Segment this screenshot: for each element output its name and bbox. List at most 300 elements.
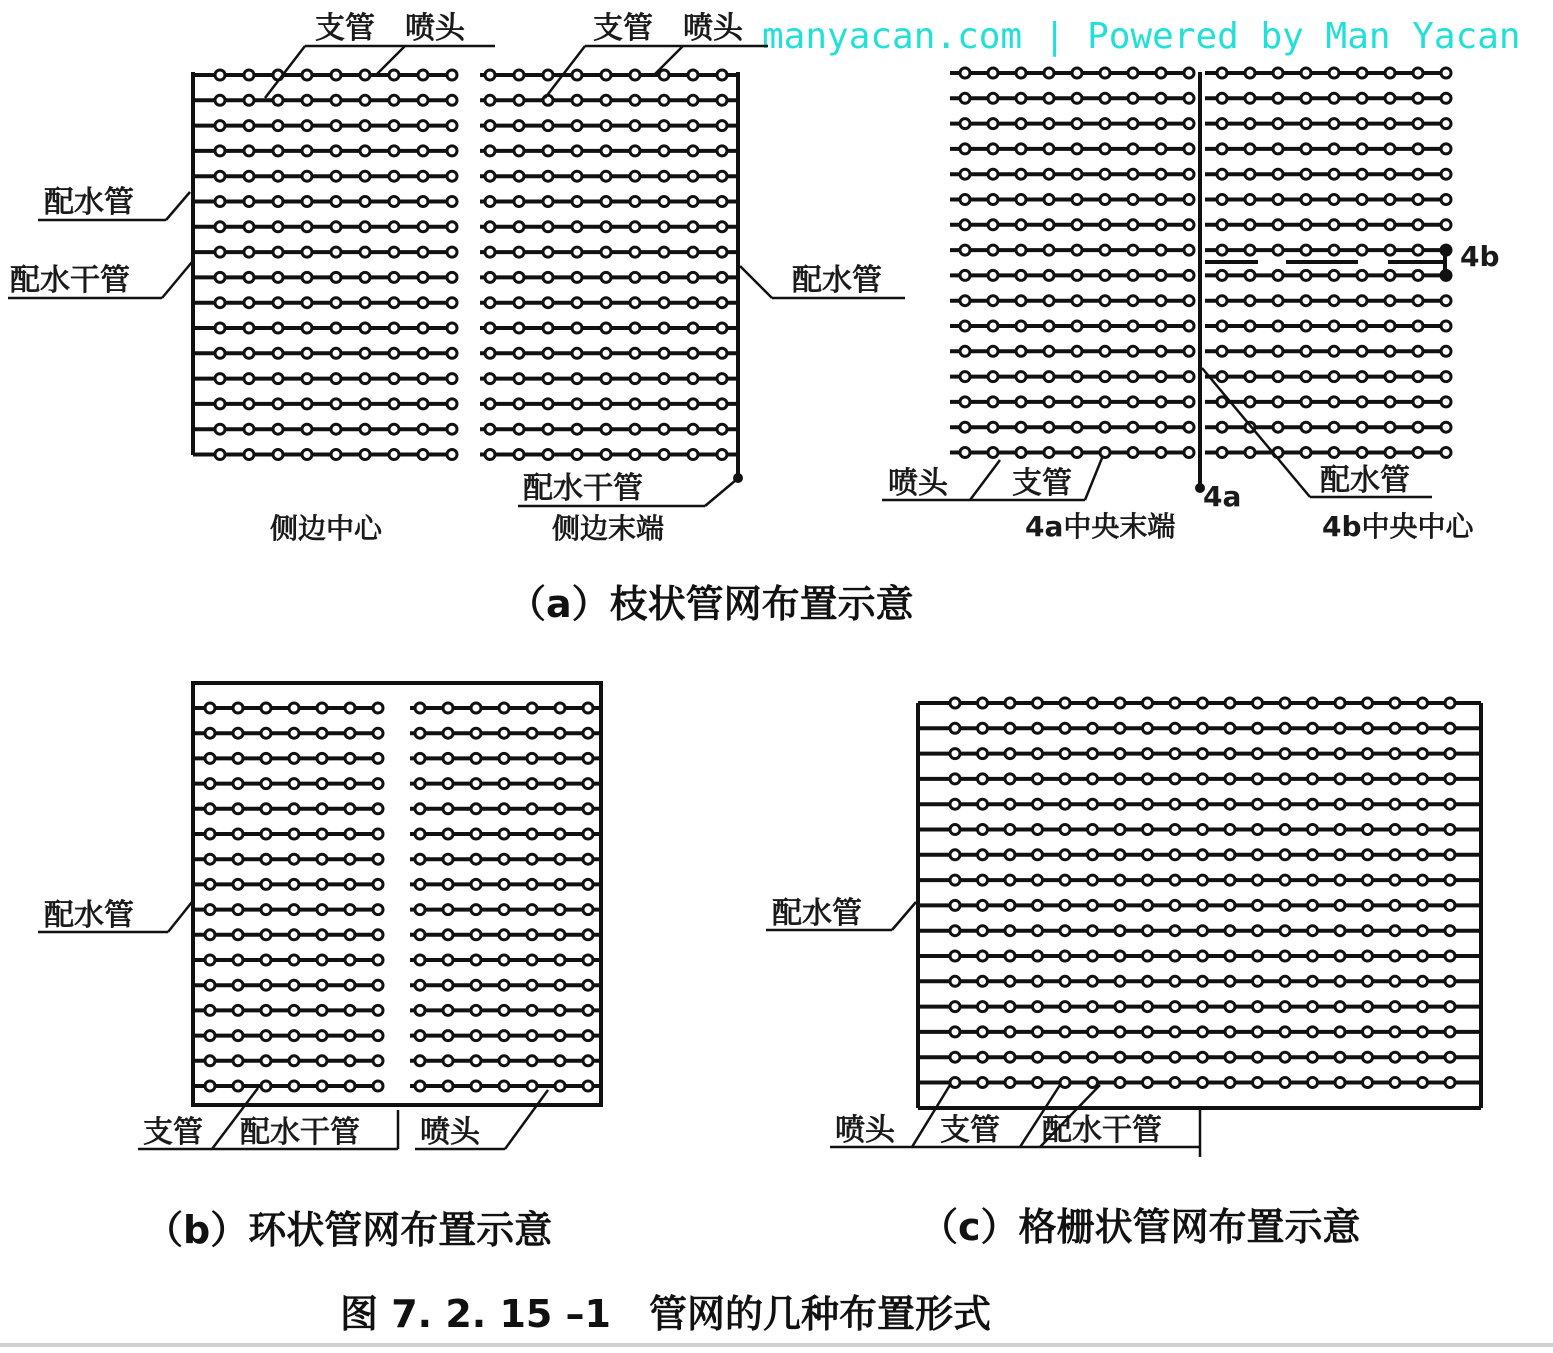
sprinkler-nozzle [485, 121, 495, 131]
sprinkler-nozzle [499, 728, 509, 738]
sprinkler-nozzle [1115, 900, 1125, 910]
sprinkler-nozzle [205, 804, 215, 814]
sprinkler-nozzle [1156, 169, 1166, 179]
sprinkler-nozzle [1072, 372, 1082, 382]
sprinkler-nozzle [1413, 245, 1423, 255]
sprinkler-nozzle [688, 121, 698, 131]
sprinkler-nozzle [1301, 93, 1311, 103]
sprinkler-nozzle [1156, 372, 1166, 382]
sprinkler-nozzle [988, 220, 998, 230]
sprinkler-nozzle [443, 1056, 453, 1066]
sprinkler-nozzle [1184, 372, 1194, 382]
sprinkler-nozzle [950, 900, 960, 910]
sprinkler-nozzle [630, 222, 640, 232]
sprinkler-nozzle [960, 195, 970, 205]
sprinkler-nozzle [1445, 1027, 1455, 1037]
sprinkler-nozzle [1441, 372, 1451, 382]
sprinkler-nozzle [1100, 346, 1110, 356]
sprinkler-nozzle [1245, 397, 1255, 407]
sprinkler-nozzle [1217, 346, 1227, 356]
sprinkler-nozzle [1301, 144, 1311, 154]
sprinkler-nozzle [1033, 1027, 1043, 1037]
sprinkler-nozzle [1072, 321, 1082, 331]
sprinkler-nozzle [331, 348, 341, 358]
sprinkler-nozzle [1156, 422, 1166, 432]
sprinkler-nozzle [302, 450, 312, 460]
sprinkler-nozzle [1198, 976, 1208, 986]
sprinkler-nozzle [261, 829, 271, 839]
sprinkler-nozzle [1413, 296, 1423, 306]
sprinkler-nozzle [415, 728, 425, 738]
sprinkler-nozzle [471, 728, 481, 738]
sprinkler-nozzle [527, 879, 537, 889]
sprinkler-nozzle [572, 146, 582, 156]
sprinkler-nozzle [1016, 346, 1026, 356]
label-branch-c: 支管 [940, 1113, 1000, 1148]
label-nozzle-c: 喷头 [835, 1113, 895, 1148]
panel-b-loop-layout [193, 683, 601, 1105]
sprinkler-nozzle [1100, 372, 1110, 382]
sprinkler-nozzle [1005, 1027, 1015, 1037]
sprinkler-nozzle [1184, 68, 1194, 78]
sprinkler-nozzle [1170, 926, 1180, 936]
sprinkler-nozzle [630, 197, 640, 207]
label-branch-a-left: 支管 [315, 11, 375, 46]
sprinkler-nozzle [1357, 119, 1367, 129]
sprinkler-nozzle [1060, 698, 1070, 708]
sprinkler-nozzle [447, 95, 457, 105]
sprinkler-nozzle [1245, 346, 1255, 356]
sprinkler-nozzle [1363, 723, 1373, 733]
sprinkler-nozzle [1418, 749, 1428, 759]
sprinkler-nozzle [205, 980, 215, 990]
sprinkler-nozzle [1143, 723, 1153, 733]
sprinkler-nozzle [1088, 1027, 1098, 1037]
sprinkler-nozzle [443, 779, 453, 789]
sprinkler-nozzle [555, 955, 565, 965]
sprinkler-nozzle [1156, 296, 1166, 306]
sprinkler-nozzle [1184, 195, 1194, 205]
sprinkler-nozzle [389, 70, 399, 80]
sprinkler-nozzle [1363, 749, 1373, 759]
sprinkler-nozzle [1100, 93, 1110, 103]
sprinkler-nozzle [233, 829, 243, 839]
sprinkler-nozzle [1385, 321, 1395, 331]
sprinkler-nozzle [1329, 245, 1339, 255]
sprinkler-nozzle [1445, 875, 1455, 885]
sprinkler-nozzle [302, 222, 312, 232]
sprinkler-nozzle [1072, 68, 1082, 78]
caption-panel-b: （b）环状管网布置示意 [145, 1208, 553, 1252]
sprinkler-nozzle [1357, 321, 1367, 331]
sprinkler-nozzle [1005, 850, 1015, 860]
sprinkler-nozzle [1363, 799, 1373, 809]
sprinkler-nozzle [1060, 1078, 1070, 1088]
sprinkler-nozzle [1357, 220, 1367, 230]
sprinkler-nozzle [555, 930, 565, 940]
sprinkler-nozzle [1301, 397, 1311, 407]
sprinkler-nozzle [1445, 1002, 1455, 1012]
sprinkler-nozzle [659, 222, 669, 232]
sprinkler-nozzle [1217, 270, 1227, 280]
sprinkler-nozzle [543, 121, 553, 131]
sprinkler-nozzle [1245, 169, 1255, 179]
sprinkler-nozzle [1253, 825, 1263, 835]
sprinkler-nozzle [514, 450, 524, 460]
sprinkler-nozzle [471, 879, 481, 889]
sprinkler-nozzle [1115, 875, 1125, 885]
sprinkler-nozzle [1335, 1002, 1345, 1012]
sprinkler-nozzle [1100, 270, 1110, 280]
sprinkler-nozzle [988, 422, 998, 432]
sprinkler-nozzle [1184, 144, 1194, 154]
sprinkler-nozzle [1413, 220, 1423, 230]
sprinkler-nozzle [1198, 774, 1208, 784]
sprinkler-nozzle [1413, 448, 1423, 458]
sprinkler-nozzle [1445, 850, 1455, 860]
sprinkler-nozzle [950, 850, 960, 860]
sprinkler-nozzle [302, 70, 312, 80]
sprinkler-nozzle [261, 728, 271, 738]
sprinkler-nozzle [1217, 220, 1227, 230]
sprinkler-nozzle [1156, 270, 1166, 280]
sprinkler-nozzle [373, 879, 383, 889]
sprinkler-nozzle [1390, 749, 1400, 759]
sprinkler-nozzle [273, 95, 283, 105]
sprinkler-nozzle [978, 926, 988, 936]
sprinkler-nozzle [1445, 825, 1455, 835]
sprinkler-nozzle [273, 348, 283, 358]
sprinkler-nozzle [1225, 799, 1235, 809]
sprinkler-nozzle [499, 1081, 509, 1091]
sprinkler-nozzle [418, 323, 428, 333]
sprinkler-nozzle [1033, 774, 1043, 784]
sprinkler-nozzle [1390, 698, 1400, 708]
sprinkler-nozzle [717, 450, 727, 460]
sprinkler-nozzle [1253, 900, 1263, 910]
sprinkler-nozzle [418, 348, 428, 358]
sprinkler-nozzle [215, 121, 225, 131]
sprinkler-nozzle [317, 1081, 327, 1091]
sprinkler-nozzle [360, 323, 370, 333]
sprinkler-nozzle [688, 197, 698, 207]
sprinkler-nozzle [415, 854, 425, 864]
sprinkler-nozzle [244, 348, 254, 358]
sprinkler-nozzle [1308, 698, 1318, 708]
sprinkler-nozzle [1128, 245, 1138, 255]
sprinkler-nozzle [1170, 850, 1180, 860]
sprinkler-nozzle [988, 448, 998, 458]
sprinkler-nozzle [1390, 799, 1400, 809]
sprinkler-nozzle [1335, 698, 1345, 708]
sprinkler-nozzle [447, 374, 457, 384]
sprinkler-nozzle [1280, 875, 1290, 885]
sprinkler-nozzle [443, 879, 453, 889]
sprinkler-nozzle [1363, 850, 1373, 860]
sprinkler-nozzle [261, 1056, 271, 1066]
sprinkler-nozzle [1143, 774, 1153, 784]
sprinkler-nozzle [244, 450, 254, 460]
sprinkler-nozzle [601, 171, 611, 181]
sprinkler-nozzle [1128, 220, 1138, 230]
sprinkler-nozzle [1445, 774, 1455, 784]
sprinkler-nozzle [1363, 1052, 1373, 1062]
sprinkler-nozzle [1385, 93, 1395, 103]
sprinkler-nozzle [1156, 195, 1166, 205]
sprinkler-nozzle [373, 703, 383, 713]
sprinkler-nozzle [688, 146, 698, 156]
sprinkler-nozzle [273, 247, 283, 257]
sprinkler-nozzle [215, 348, 225, 358]
sprinkler-nozzle [1184, 448, 1194, 458]
sprinkler-nozzle [1060, 951, 1070, 961]
sprinkler-nozzle [688, 374, 698, 384]
sprinkler-nozzle [1072, 448, 1082, 458]
sprinkler-nozzle [543, 247, 553, 257]
sprinkler-nozzle [1128, 144, 1138, 154]
sprinkler-nozzle [527, 728, 537, 738]
sprinkler-nozzle [555, 753, 565, 763]
sprinkler-nozzle [601, 323, 611, 333]
leader-main-a-right [705, 480, 736, 506]
sprinkler-nozzle [215, 70, 225, 80]
sprinkler-nozzle [1441, 144, 1451, 154]
sprinkler-nozzle [360, 374, 370, 384]
sprinkler-nozzle [717, 95, 727, 105]
sprinkler-nozzle [1273, 346, 1283, 356]
sprinkler-nozzle [499, 753, 509, 763]
sprinkler-nozzle [1273, 422, 1283, 432]
sprinkler-nozzle [485, 374, 495, 384]
sprinkler-nozzle [1143, 900, 1153, 910]
sprinkler-nozzle [1060, 749, 1070, 759]
sprinkler-nozzle [1184, 270, 1194, 280]
sprinkler-nozzle [1170, 976, 1180, 986]
sprinkler-nozzle [583, 804, 593, 814]
sprinkler-nozzle [415, 980, 425, 990]
sprinkler-nozzle [1088, 850, 1098, 860]
panel-a-center-labels [882, 240, 1500, 543]
sprinkler-nozzle [1100, 119, 1110, 129]
sprinkler-nozzle [1335, 723, 1345, 733]
sprinkler-nozzle [1115, 1078, 1125, 1088]
sprinkler-nozzle [572, 348, 582, 358]
sprinkler-nozzle [345, 728, 355, 738]
sprinkler-nozzle [1445, 976, 1455, 986]
sprinkler-nozzle [215, 399, 225, 409]
sprinkler-nozzle [1184, 296, 1194, 306]
sprinkler-nozzle [1329, 321, 1339, 331]
sprinkler-nozzle [1128, 296, 1138, 306]
sprinkler-nozzle [1280, 774, 1290, 784]
sprinkler-nozzle [1060, 1052, 1070, 1062]
sprinkler-nozzle [373, 1081, 383, 1091]
sprinkler-nozzle [1100, 245, 1110, 255]
sprinkler-nozzle [1143, 749, 1153, 759]
sprinkler-nozzle [360, 222, 370, 232]
sprinkler-nozzle [360, 348, 370, 358]
sprinkler-nozzle [331, 171, 341, 181]
sprinkler-nozzle [1044, 245, 1054, 255]
sprinkler-nozzle [443, 1081, 453, 1091]
sprinkler-nozzle [630, 95, 640, 105]
sprinkler-nozzle [233, 1081, 243, 1091]
sprinkler-nozzle [415, 955, 425, 965]
sprinkler-nozzle [1128, 346, 1138, 356]
sprinkler-nozzle [1156, 448, 1166, 458]
sprinkler-nozzle [950, 723, 960, 733]
sprinkler-nozzle [244, 323, 254, 333]
sprinkler-nozzle [1198, 900, 1208, 910]
sprinkler-nozzle [1156, 68, 1166, 78]
label-distribution-a-right: 配水管 [792, 263, 882, 298]
sprinkler-nozzle [244, 298, 254, 308]
sprinkler-nozzle [1005, 900, 1015, 910]
sprinkler-nozzle [244, 272, 254, 282]
sprinkler-nozzle [583, 753, 593, 763]
sprinkler-nozzle [659, 450, 669, 460]
sprinkler-nozzle [1016, 169, 1026, 179]
sprinkler-nozzle [1363, 976, 1373, 986]
sprinkler-nozzle [572, 247, 582, 257]
sprinkler-nozzle [499, 930, 509, 940]
sprinkler-nozzle [1033, 850, 1043, 860]
sprinkler-nozzle [1088, 799, 1098, 809]
sprinkler-nozzle [1170, 723, 1180, 733]
sprinkler-nozzle [273, 450, 283, 460]
sprinkler-nozzle [1100, 68, 1110, 78]
sprinkler-nozzle [1184, 169, 1194, 179]
sprinkler-nozzle [1329, 169, 1339, 179]
sprinkler-nozzle [555, 879, 565, 889]
sprinkler-nozzle [302, 399, 312, 409]
sprinkler-nozzle [555, 779, 565, 789]
sprinkler-nozzle [1016, 296, 1026, 306]
sprinkler-nozzle [543, 424, 553, 434]
sprinkler-nozzle [1253, 698, 1263, 708]
sprinkler-nozzle [1225, 1078, 1235, 1088]
sprinkler-nozzle [514, 146, 524, 156]
sprinkler-nozzle [527, 829, 537, 839]
sprinkler-nozzle [717, 197, 727, 207]
sprinkler-nozzle [1198, 1078, 1208, 1088]
sprinkler-nozzle [1170, 1078, 1180, 1088]
sprinkler-nozzle [1301, 119, 1311, 129]
sprinkler-nozzle [317, 980, 327, 990]
sprinkler-nozzle [688, 424, 698, 434]
sprinkler-nozzle [1044, 270, 1054, 280]
sprinkler-nozzle [1033, 749, 1043, 759]
sprinkler-nozzle [1363, 1002, 1373, 1012]
sprinkler-nozzle [389, 222, 399, 232]
sprinkler-nozzle [978, 1027, 988, 1037]
sprinkler-nozzle [1060, 825, 1070, 835]
sprinkler-nozzle [1253, 749, 1263, 759]
sprinkler-nozzle [1225, 875, 1235, 885]
sprinkler-nozzle [1217, 397, 1227, 407]
label-main-a-right: 配水干管 [523, 471, 643, 506]
sprinkler-nozzle [1357, 93, 1367, 103]
sprinkler-nozzle [1198, 749, 1208, 759]
sprinkler-nozzle [1198, 723, 1208, 733]
sprinkler-nozzle [1225, 825, 1235, 835]
sprinkler-nozzle [1441, 119, 1451, 129]
sprinkler-nozzle [1418, 926, 1428, 936]
sprinkler-nozzle [1115, 1002, 1125, 1012]
sprinkler-nozzle [1253, 1078, 1263, 1088]
caption-panel-a: （a）枝状管网布置示意 [508, 582, 914, 626]
sprinkler-nozzle [1335, 926, 1345, 936]
sprinkler-nozzle [1044, 169, 1054, 179]
sprinkler-nozzle [1016, 68, 1026, 78]
sprinkler-nozzle [1385, 220, 1395, 230]
sprinkler-nozzle [447, 146, 457, 156]
sprinkler-nozzle [205, 753, 215, 763]
sprinkler-nozzle [1088, 698, 1098, 708]
sprinkler-nozzle [471, 1031, 481, 1041]
sprinkler-nozzle [1385, 195, 1395, 205]
sprinkler-nozzle [205, 779, 215, 789]
sprinkler-nozzle [1280, 951, 1290, 961]
sprinkler-nozzle [261, 854, 271, 864]
sprinkler-nozzle [1128, 372, 1138, 382]
label-nozzle-a-center: 喷头 [888, 466, 948, 501]
sprinkler-nozzle [1335, 850, 1345, 860]
marker-4b-dot-top [1440, 245, 1450, 255]
label-branch-b: 支管 [143, 1115, 203, 1150]
sprinkler-nozzle [289, 728, 299, 738]
sprinkler-nozzle [960, 372, 970, 382]
sprinkler-nozzle [289, 1081, 299, 1091]
sprinkler-nozzle [302, 298, 312, 308]
sprinkler-nozzle [1072, 119, 1082, 129]
sprinkler-nozzle [1128, 448, 1138, 458]
sprinkler-nozzle [1385, 346, 1395, 356]
sprinkler-nozzle [1016, 245, 1026, 255]
sprinkler-nozzle [1217, 422, 1227, 432]
sprinkler-nozzle [1016, 220, 1026, 230]
sprinkler-nozzle [1308, 951, 1318, 961]
sprinkler-nozzle [1044, 119, 1054, 129]
sprinkler-nozzle [289, 930, 299, 940]
sprinkler-nozzle [527, 905, 537, 915]
sprinkler-nozzle [1005, 1002, 1015, 1012]
sprinkler-nozzle [1357, 68, 1367, 78]
sprinkler-nozzle [499, 804, 509, 814]
sprinkler-nozzle [1088, 875, 1098, 885]
sprinkler-nozzle [543, 70, 553, 80]
sprinkler-nozzle [302, 121, 312, 131]
sprinkler-nozzle [233, 980, 243, 990]
sprinkler-nozzle [717, 323, 727, 333]
sprinkler-nozzle [317, 703, 327, 713]
sprinkler-nozzle [1357, 397, 1367, 407]
sprinkler-nozzle [331, 197, 341, 207]
sprinkler-nozzle [1170, 749, 1180, 759]
sprinkler-nozzle [1128, 397, 1138, 407]
sprinkler-nozzle [215, 374, 225, 384]
sprinkler-nozzle [1033, 698, 1043, 708]
sprinkler-nozzle [950, 976, 960, 986]
sprinkler-nozzle [1445, 926, 1455, 936]
sprinkler-nozzle [471, 854, 481, 864]
sprinkler-nozzle [1016, 270, 1026, 280]
sprinkler-nozzle [978, 825, 988, 835]
sprinkler-nozzle [1088, 749, 1098, 759]
sprinkler-nozzle [1390, 951, 1400, 961]
sprinkler-nozzle [302, 348, 312, 358]
sprinkler-nozzle [1245, 372, 1255, 382]
